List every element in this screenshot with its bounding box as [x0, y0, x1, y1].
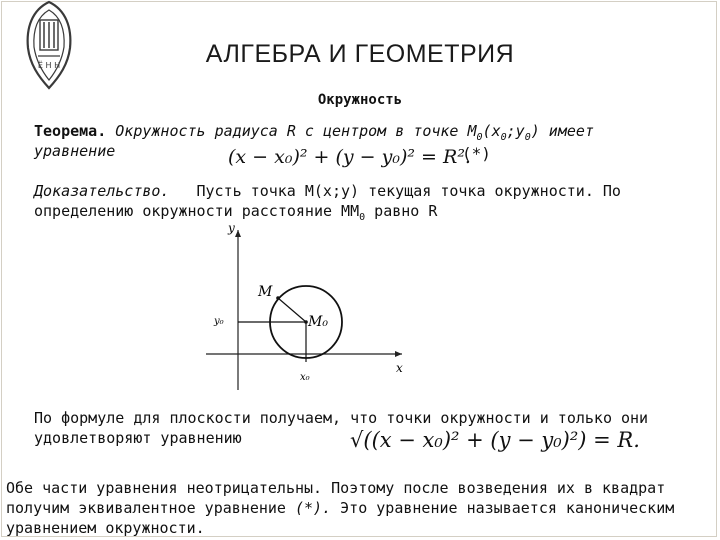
proof-label: Доказательство.: [34, 182, 170, 200]
theorem-text: Окружность радиуса R с центром в точке $M_0(x_0;y_0)$ имеет: [115, 122, 594, 143]
point-m-label: M: [258, 284, 273, 300]
proof-line-1: Доказательство. Пусть точка M(x;y) текущая точка окружности. По: [34, 182, 621, 200]
formula-paragraph: По формуле для плоскости получаем, что точки окружности и только они удовлетворяют уравнению: [34, 409, 649, 447]
theorem-line-2: уравнение: [34, 142, 116, 160]
radius-mm0: [278, 298, 306, 322]
theorem-line-1: [34, 122, 594, 143]
proof-line-2: определению окружности расстояние $MM_0$ равно R: [34, 202, 438, 223]
slide-subtitle: Окружность: [317, 92, 403, 108]
x-axis-label: x: [396, 361, 403, 375]
point-m0-label: M₀: [308, 314, 328, 330]
x0-tick-label: x₀: [300, 372, 310, 383]
y-axis-label: y: [228, 221, 235, 235]
y0-tick-label: y₀: [214, 316, 224, 327]
circle-diagram: [196, 218, 416, 398]
root-equation: √((x − x₀)² + (y − y₀)²) = R.: [350, 428, 640, 452]
point-m: [276, 296, 280, 300]
logo-caption: Ё Н Н: [37, 61, 61, 70]
slide-title: АЛГЕБРА И ГЕОМЕТРИЯ: [205, 40, 515, 68]
circle-equation: (x − x₀)² + (y − y₀)² = R².: [228, 146, 471, 168]
conclusion-paragraph: Обе части уравнения неотрицательны. Поэтому после возведения их в квадрат получим эквивалентное уравнение (*). Это уравнение называется каноническим уравнением окружности.: [6, 479, 675, 537]
theorem-label: Теорема.: [34, 122, 107, 140]
equation-ref: (*): [462, 144, 491, 163]
